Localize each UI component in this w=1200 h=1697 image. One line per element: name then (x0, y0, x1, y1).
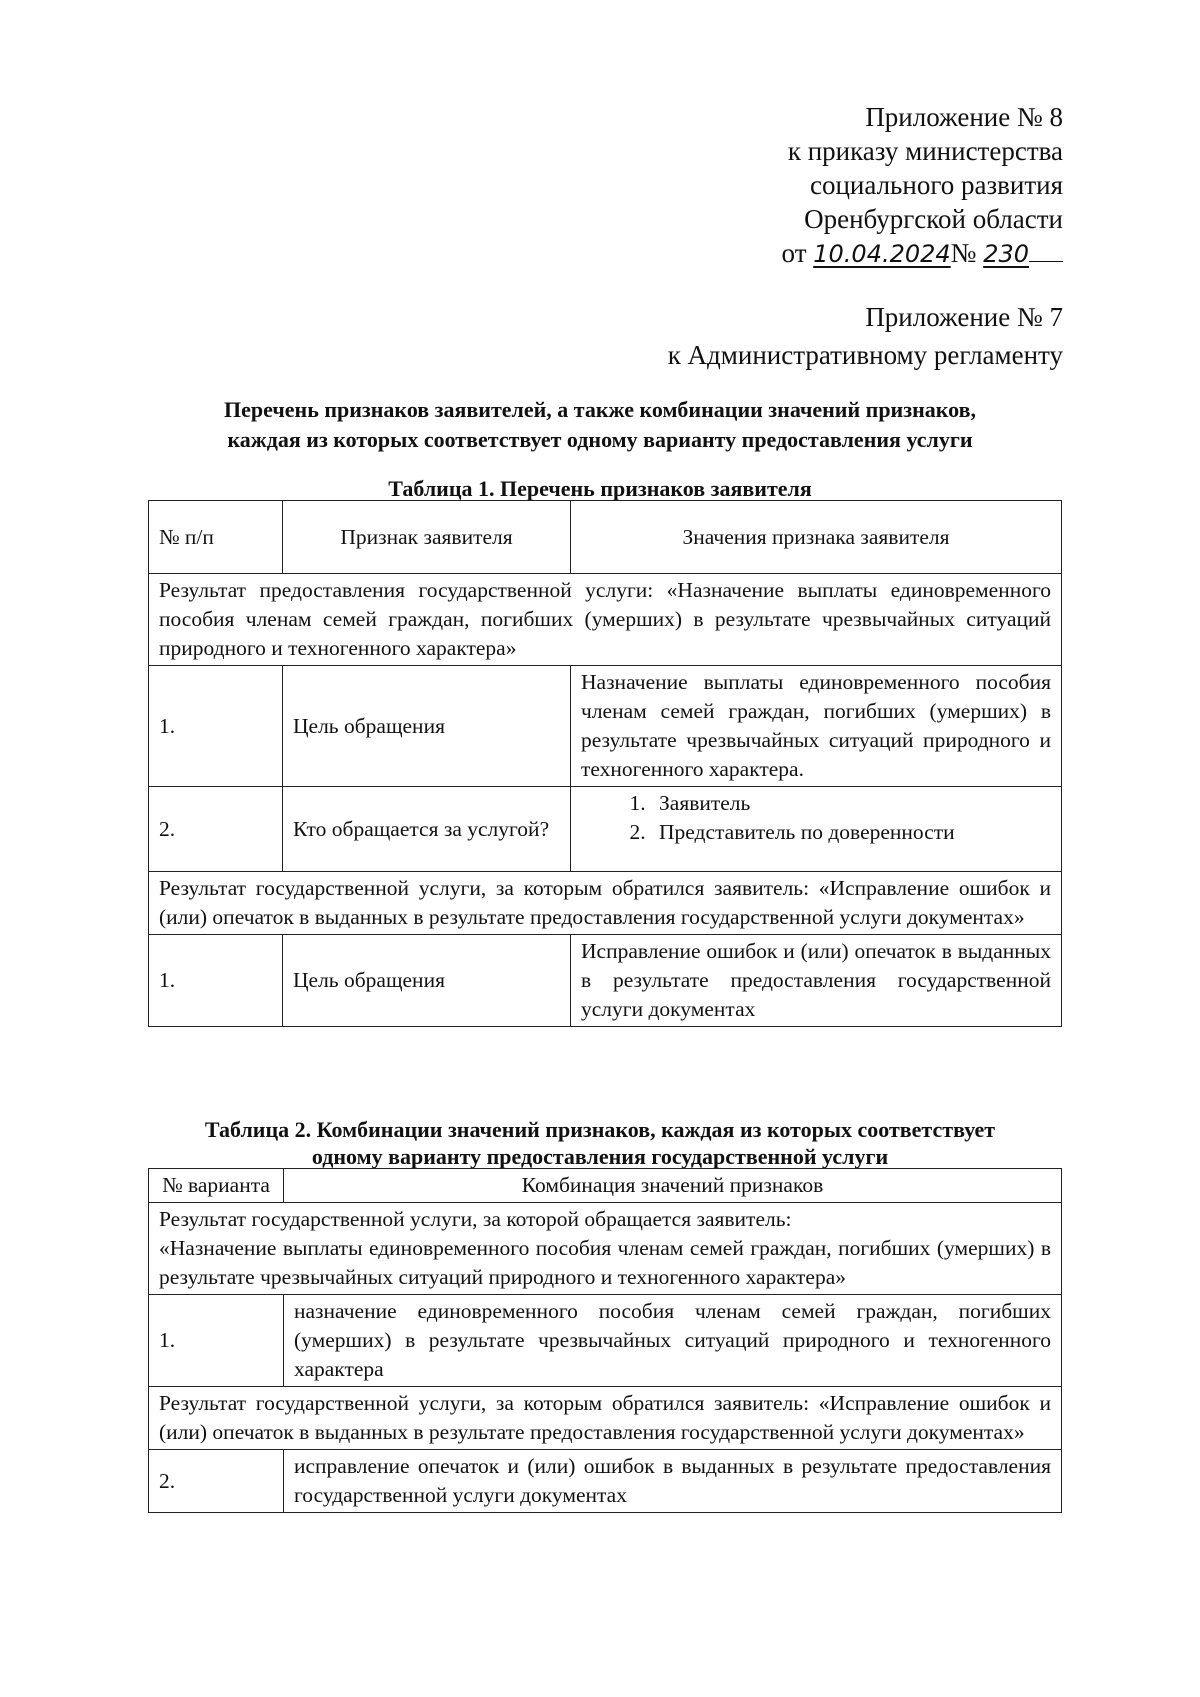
row-feature: Кто обращается за услугой? (283, 787, 571, 872)
table-row (149, 666, 1062, 787)
order-date-handwritten: 10.04.2024 (813, 240, 951, 268)
row-value: исправление опечаток и (или) ошибок в выданных в результате предоставления государственной услуги документах (284, 1450, 1062, 1513)
order-number-sign: № (950, 238, 977, 268)
table-row (149, 1450, 1062, 1513)
header-number: № п/п (149, 501, 283, 574)
section-row (149, 1203, 1062, 1295)
table-row (149, 787, 1062, 872)
section-row (149, 574, 1062, 666)
header-variant-number: № варианта (149, 1169, 284, 1203)
header-feature-values: Значения признака заявителя (571, 501, 1062, 574)
list-item: 2. Представитель по доверенности (651, 818, 1051, 847)
table-header-row (149, 501, 1062, 574)
appendix-8-line2: социального развития (809, 170, 1063, 200)
table-header-row (149, 1169, 1062, 1203)
document-title-line1: Перечень признаков заявителей, а также комбинации значений признаков, (224, 397, 976, 422)
row-value: Исправление ошибок и (или) опечаток в выданных в результате предоставления государственной услуги документах (571, 935, 1062, 1027)
appendix-8-line1: к приказу министерства (787, 136, 1063, 166)
row-number: 2. (149, 787, 283, 872)
section-result-line1: Результат государственной услуги, за которой обращается заявитель: (159, 1207, 792, 1231)
appendix-7-header (668, 300, 1063, 372)
row-number: 1. (149, 935, 283, 1027)
table2-title-line2: одному варианту предоставления государственной услуги (311, 1144, 889, 1169)
appendix-7-line1: к Административному регламенту (667, 340, 1063, 370)
row-feature: Цель обращения (283, 935, 571, 1027)
row-number: 1. (149, 1295, 284, 1387)
row-number: 2. (149, 1450, 284, 1513)
order-number-handwritten: 230 (983, 240, 1029, 268)
section-result-text (149, 1203, 1062, 1295)
document-title-line2: каждая из которых соответствует одному варианту предоставления услуги (227, 427, 973, 452)
table-row (149, 1295, 1062, 1387)
row-feature: Цель обращения (283, 666, 571, 787)
appendix-8-header (782, 100, 1063, 271)
order-prefix: от (781, 238, 807, 268)
section-result-line2: «Назначение выплаты единовременного пособия членам семей граждан, погибших (умерших) в результате чрезвычайных ситуаций природного и техногенного характера» (159, 1236, 1051, 1289)
table2-title-line1: Таблица 2. Комбинации значений признаков, каждая из которых соответствует (204, 1117, 996, 1142)
table2-title (150, 1116, 1050, 1170)
appendix-8-title: Приложение № 8 (865, 102, 1063, 132)
order-reference (782, 236, 1063, 271)
row-value: Назначение выплаты единовременного пособия членам семей граждан, погибших (умерших) в результате чрезвычайных ситуаций природного и техногенного характера. (571, 666, 1062, 787)
header-feature: Признак заявителя (283, 501, 571, 574)
options-list (581, 789, 1051, 847)
list-item: 1. Заявитель (651, 789, 1051, 818)
table1-title: Таблица 1. Перечень признаков заявителя (388, 476, 812, 501)
section-result-text: Результат государственной услуги, за которым обратился заявитель: «Исправление ошибок и (или) опечаток в выданных в результате предоставления государственной услуги документах» (149, 872, 1062, 935)
appendix-7-title: Приложение № 7 (865, 302, 1063, 332)
applicant-features-table (148, 500, 1062, 1027)
row-value: назначение единовременного пособия членам семей граждан, погибших (умерших) в результате чрезвычайных ситуаций природного и техногенного характера (284, 1295, 1062, 1387)
section-row (149, 872, 1062, 935)
section-row (149, 1387, 1062, 1450)
section-result-text: Результат государственной услуги, за которым обратился заявитель: «Исправление ошибок и (или) опечаток в выданных в результате предоставления государственной услуги документах» (149, 1387, 1062, 1450)
appendix-8-line3: Оренбургской области (804, 204, 1063, 234)
header-combination: Комбинация значений признаков (284, 1169, 1062, 1203)
row-number: 1. (149, 666, 283, 787)
feature-combinations-table (148, 1168, 1062, 1513)
section-result-text: Результат предоставления государственной услуги: «Назначение выплаты единовременного пособия членам семей граждан, погибших (умерших) в результате чрезвычайных ситуаций природного и техногенного характера» (149, 574, 1062, 666)
order-number-underline (1029, 261, 1063, 262)
document-title (150, 395, 1050, 455)
table-row (149, 935, 1062, 1027)
row-value (571, 787, 1062, 872)
